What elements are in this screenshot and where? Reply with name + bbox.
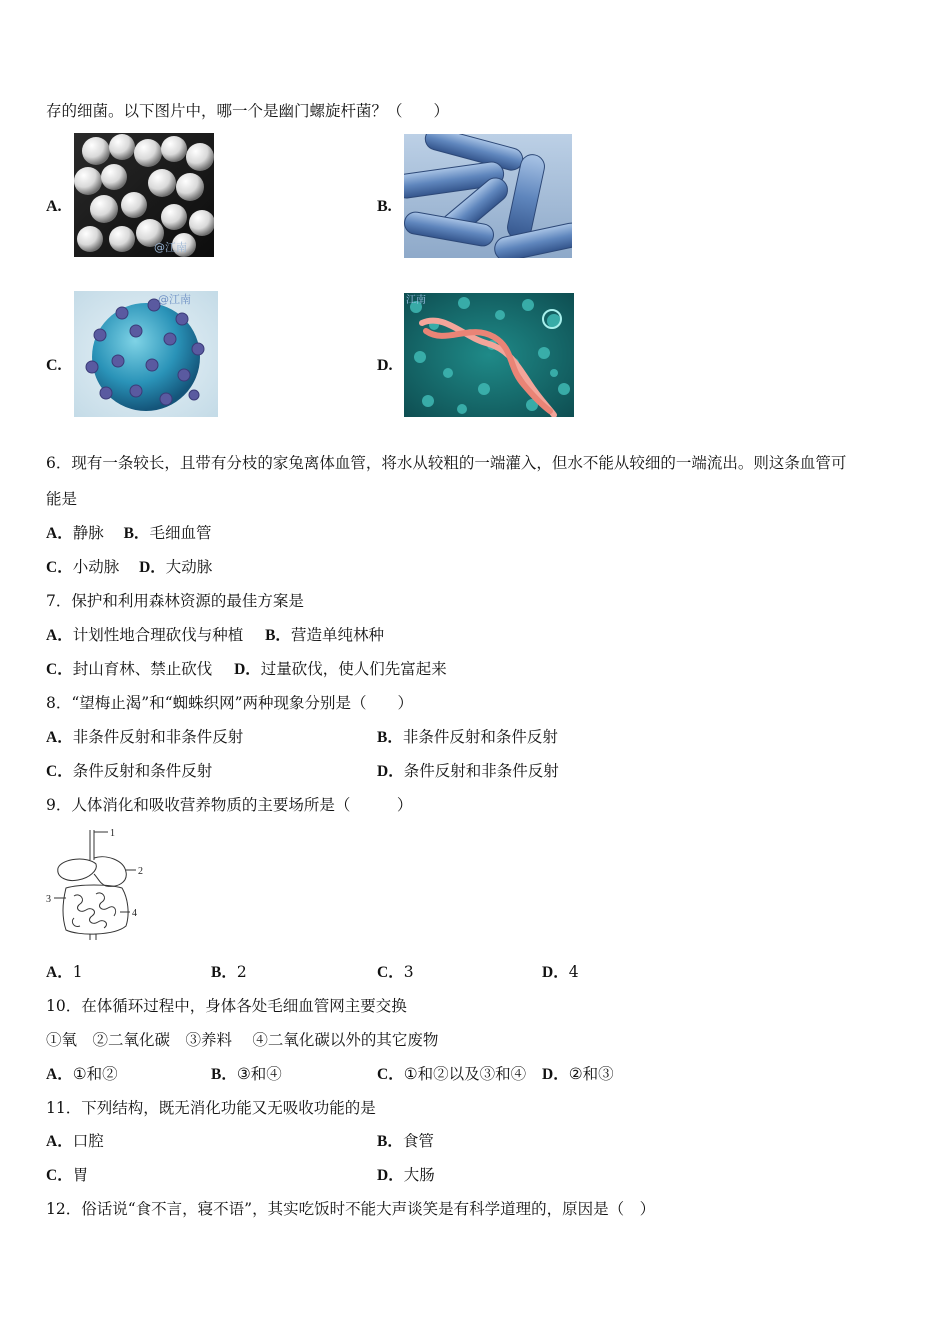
q7-option-b: 营造单纯林种: [290, 626, 384, 644]
q7-option-b-label: B．: [265, 627, 291, 644]
q8-option-b: [377, 727, 558, 748]
diagram-label-1: 1: [110, 828, 115, 839]
q11-option-b-label: B．: [377, 1133, 403, 1150]
q10-option-d-text: ②和③: [568, 1065, 614, 1083]
q7-option-c-label: C．: [46, 661, 73, 678]
q8-option-d: [377, 761, 559, 782]
q9-option-d: [542, 962, 579, 983]
q9-option-b-text: 2: [236, 963, 247, 981]
q5-option-d-watermark: 江南: [406, 295, 426, 306]
q10-items: ①氧 ②二氧化碳 ③养料 ④二氧化碳以外的其它废物: [46, 1031, 439, 1049]
q7-option-a: 计划性地合理砍伐与种植: [72, 626, 244, 644]
q11-option-c: [46, 1165, 88, 1186]
q11-option-b: [377, 1131, 434, 1152]
q5-stem: 存的细菌。以下图片中，哪一个是幽门螺旋杆菌？（ ）: [46, 102, 450, 120]
q7-options-row2: [46, 659, 447, 680]
q6-stem-line2: 能是: [46, 490, 78, 508]
q8-option-a-text: 非条件反射和非条件反射: [72, 728, 244, 746]
q6-option-a-label: A．: [46, 525, 73, 542]
q8-option-a-label: A．: [46, 729, 73, 746]
q6-option-b-label: B．: [123, 525, 150, 542]
q9-option-c-label: C．: [377, 964, 404, 981]
q11-option-a-label: A．: [46, 1133, 73, 1150]
q10-option-c-text: ①和②以及③和④: [403, 1065, 527, 1083]
q11-option-a: [46, 1131, 104, 1152]
q11-option-d-text: 大肠: [403, 1166, 435, 1184]
q7-options-row1: [46, 625, 384, 646]
q10-stem: 10．在体循环过程中，身体各处毛细血管网主要交换: [46, 997, 407, 1015]
q6-stem-line1: 6．现有一条较长，且带有分枝的家兔离体血管，将水从较粗的一端灌入，但水不能从较细的一端流出。则这条血管可: [46, 454, 847, 472]
q7-option-a-label: A．: [46, 627, 73, 644]
q6-option-d: 大动脉: [165, 558, 213, 576]
q10-option-b-text: ③和④: [236, 1065, 282, 1083]
q5-option-c-image: [74, 291, 218, 417]
q10-option-a: [46, 1064, 118, 1085]
diagram-label-3: 3: [46, 894, 51, 905]
q6-option-b: 毛细血管: [149, 524, 212, 542]
q8-option-b-label: B．: [377, 729, 403, 746]
digestive-system-diagram: [44, 826, 154, 942]
q8-option-a: [46, 727, 243, 748]
q9-option-b: [211, 962, 247, 983]
q8-stem: 8．“望梅止渴”和“蜘蛛织网”两种现象分别是（ ）: [46, 694, 414, 712]
q5-option-a-watermark: @江南: [154, 241, 187, 254]
q7-stem: 7．保护和利用森林资源的最佳方案是: [46, 592, 304, 610]
diagram-label-2: 2: [138, 866, 143, 877]
q5-option-a-image: [74, 133, 214, 257]
q10-option-b-label: B．: [211, 1066, 237, 1083]
q7-option-c: 封山育林、禁止砍伐: [72, 660, 213, 678]
q7-option-d-label: D．: [234, 661, 261, 678]
q10-option-c: [377, 1064, 526, 1085]
q6-option-c: 小动脉: [72, 558, 120, 576]
q11-option-d: [377, 1165, 435, 1186]
q9-option-b-label: B．: [211, 964, 237, 981]
q8-option-c-label: C．: [46, 763, 73, 780]
q5-option-c-watermark: @江南: [158, 293, 191, 306]
diagram-label-4: 4: [132, 908, 137, 919]
q9-option-c: [377, 962, 414, 983]
q9-option-d-text: 4: [568, 963, 579, 981]
q10-option-b: [211, 1064, 282, 1085]
q8-option-d-label: D．: [377, 763, 404, 780]
q11-option-c-label: C．: [46, 1167, 73, 1184]
q10-option-a-label: A．: [46, 1066, 73, 1083]
q9-option-d-label: D．: [542, 964, 569, 981]
q9-stem: 9．人体消化和吸收营养物质的主要场所是（ ）: [46, 796, 413, 814]
q10-option-d-label: D．: [542, 1066, 569, 1083]
q5-option-d-label: D.: [377, 357, 393, 374]
q9-option-a: [46, 962, 83, 983]
q5-option-d-image: [404, 293, 574, 417]
q5-option-a-label: A.: [46, 198, 62, 215]
q6-option-d-label: D．: [139, 559, 166, 576]
q5-option-c-label: C.: [46, 357, 62, 374]
q8-option-b-text: 非条件反射和条件反射: [402, 728, 558, 746]
q10-option-a-text: ①和②: [72, 1065, 118, 1083]
q6-options-row2: [46, 557, 212, 578]
q11-option-d-label: D．: [377, 1167, 404, 1184]
q11-stem: 11．下列结构，既无消化功能又无吸收功能的是: [46, 1099, 376, 1117]
q11-option-a-text: 口腔: [72, 1132, 104, 1150]
q8-option-c: [46, 761, 212, 782]
q8-option-c-text: 条件反射和条件反射: [72, 762, 213, 780]
q6-option-a: 静脉: [72, 524, 104, 542]
q6-options-row1: [46, 523, 211, 544]
q7-option-d: 过量砍伐，使人们先富起来: [260, 660, 447, 678]
q5-option-b-label: B.: [377, 198, 392, 215]
q9-option-a-text: 1: [72, 963, 83, 981]
q9-option-a-label: A．: [46, 964, 73, 981]
q8-option-d-text: 条件反射和非条件反射: [403, 762, 559, 780]
q11-option-b-text: 食管: [402, 1132, 434, 1150]
q6-option-c-label: C．: [46, 559, 73, 576]
q12-stem: 12．俗话说“食不言，寝不语”，其实吃饭时不能大声谈笑是有科学道理的，原因是（ ）: [46, 1200, 656, 1218]
q5-option-b-image: [404, 134, 572, 258]
q10-option-c-label: C．: [377, 1066, 404, 1083]
q10-option-d: [542, 1064, 614, 1085]
q11-option-c-text: 胃: [72, 1166, 89, 1184]
q9-option-c-text: 3: [403, 963, 414, 981]
